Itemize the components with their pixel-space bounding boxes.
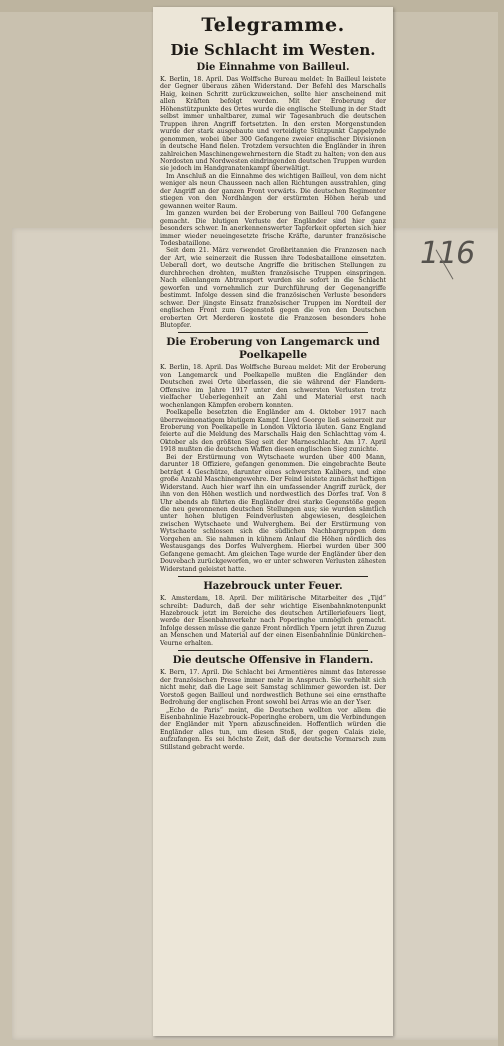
backing-board-right-edge [498, 0, 504, 1046]
section-divider [178, 650, 368, 651]
section-title: Die deutsche Offensive in Flandern. [172, 655, 374, 667]
handwritten-page-number: 116 [420, 236, 480, 276]
paragraph: K. Berlin, 18. April. Das Wolffsche Bureau meldet: Mit der Eroberung von Langemarck und Poelkapelle mußten die Engländer den Deutschen zwei Orte überlassen, die sie während der Flandern-Offensive im Jahre 1917 unter den schwersten Verlusten trotz vielfacher Ueberlegenheit an Zahl und Material erst nach wochenlangen Kämpfen erobern konnten. [160, 364, 386, 409]
masthead: Telegramme. [201, 14, 345, 36]
paragraph: Seit dem 21. März verwendet Großbritannien die Franzosen nach der Art, wie seinerzeit die Russen ihre Todesbataillone einsetzten. Ueberall dort, wo deutsche Angriffe die britischen Stellungen zu durchbrechen drohten, mußten französische Truppen einspringen. Nach ellenlangem Abtransport wurden sie sofort in die Schlacht geworfen und vornehmlich zur Durchführung der Gegenangriffe bestimmt. Infolge dessen sind die französischen Verluste besonders schwer. Der jüngste Einsatz französischer Truppen im Nordteil der englischen Front zum Gegenstoß gegen die von den Deutschen eroberten Ort Merderen kostete die Franzosen besonders hohe Blutopfer. [160, 247, 386, 329]
section-title: Die Einnahme von Bailleul. [196, 62, 350, 73]
paragraph: Im ganzen wurden bei der Eroberung von Bailleul 700 Gefangene gemacht. Die blutigen Verluste der Engländer sind hier ganz besonders schwer. In anerkennenswerter Tapferkeit opferten sich hier immer wieder neueingesetzte frische Kräfte, darunter französische Todesbataillone. [160, 210, 386, 247]
paragraph: K. Berlin, 18. April. Das Wolffsche Bureau meldet: In Bailleul leistete der Gegner überaus zähen Widerstand. Der Befehl des Marschalls Haig, keinen Schritt zurückzuweichen, sollte hier anscheinend mit allen Kräften befolgt werden. Mit der Eroberung der Höhenstützpunkte des Ortes wurde die englische Stellung in der Stadt selbst immer unhaltbarer, zumal wir Tagesanbruch die deutschen Truppen ihren Angriff fortsetzten. In den ersten Morgenstunden wurde der stark ausgebaute und verteidigte Stützpunkt Cappelynde genommen, wobei über 300 Gefangene zweier englischer Divisionen in deutsche Hand fielen. Trotzdem versuchten die Engländer in ihren zahlreichen Maschinengewehrnestern die Stadt zu halten; von den aus Nordosten und Nordwesten eindringenden deutschen Truppen wurden sie jedoch im Handgranatenkampf überwältigt. [160, 76, 386, 173]
section-divider [178, 576, 368, 577]
paragraph: Bei der Erstürmung von Wytschaete wurden über 400 Mann, darunter 18 Offiziere, gefangen genommen. Die eingebrachte Beute beträgt 4 Geschütze, darunter eines schwersten Kalibers, und eine große Anzahl Maschinengewehre. Der Feind leistete zunächst heftigen Widerstand. Auch hier warf ihn ein umfassender Angriff zurück, der ihn von den Höhen westlich und nordwestlich des Dorfes traf. Von 8 Uhr abends ab führten die Engländer drei starke Gegenstöße gegen die neu gewonnenen deutschen Stellungen aus; sie wurden sämtlich unter hohen blutigen Feindverlusten abgewiesen, desgleichen zwischen Wytschaete und Wulverghem. Bei der Erstürmung von Wytschaete schlossen sich die südlichen Nachbargruppen dem Vorgehen an. Sie nahmen in kühnem Anlauf die Höhen nördlich des Westausgangs des Dorfes Wulverghem. Hierbei wurden über 300 Gefangene gemacht. Am gleichen Tage wurde der Engländer über den Douvebach zurückgeworfen, wo er unter schweren Verlusten zähesten Widerstand geleistet hatte. [160, 453, 386, 573]
section-title: Hazebrouck unter Feuer. [203, 581, 343, 593]
section-title: Die Eroberung von Langemarck und Poelkapelle [166, 336, 380, 362]
headline: Die Schlacht im Westen. [170, 41, 376, 59]
paragraph: K. Bern, 17. April. Die Schlacht bei Armentières nimmt das Interesse der französischen Presse immer mehr in Anspruch. Sie verhehlt sich nicht mehr, daß die Lage seit Samstag schlimmer geworden ist. Der Vorstoß gegen Bailleul und nordwestlich Bethune sei eine ernsthafte Bedrohung der englischen Front sowohl bei Arras wie an der Yser. [160, 669, 386, 707]
paragraph: Im Anschluß an die Einnahme des wichtigen Bailleul, von dem nicht weniger als neun Chausseen nach allen Richtungen ausstrahlen, ging der Angriff an der ganzen Front vorwärts. Die deutschen Regimenter stiegen von den Nordhängen der erstürmten Höhen herab und gewannen weiter Raum. [160, 172, 386, 210]
newspaper-clipping [153, 7, 393, 1036]
paragraph: Poelkapelle besetzten die Engländer am 4. Oktober 1917 nach überzweimonatigem blutigem Kampf. Lloyd George ließ seinerzeit zur Eroberung von Poelkapelle in London Viktoria läuten. Ganz England feierte auf die Meldung des Marschalls Haig den Schlachttag vom 4. Oktober als den größten Sieg seit der Marneschlacht. Am 17. April 1918 mußten die deutschen Waffen diesen englischen Sieg zunichte. [160, 409, 386, 454]
paragraph: „Echo de Paris“ meint, die Deutschen wollten vor allem die Eisenbahnlinie Hazebrouck–Poperinghe erobern, um die Verbindungen der Engländer mit Ypern abzuschneiden. Hoffentlich würden die Engländer alles tun, um diesen Stoß, der gegen Calais ziele, aufzufangen. Es sei höchste Zeit, daß der deutsche Vormarsch zum Stillstand gebracht werde. [160, 706, 386, 751]
paragraph: K. Amsterdam, 18. April. Der militärische Mitarbeiter des „Tijd“ schreibt: Dadurch, daß der sehr wichtige Eisenbahnknotenpunkt Hazebrouck jetzt im Bereiche des deutschen Artilleriefeuers liegt, werde der Eisenbahnverkehr nach Poperinghe unmöglich gemacht. Infolge dessen müsse die ganze Front nördlich Ypern jetzt ihren Zuzug an Menschen und Material auf der einen Eisenbahnlinie Dünkirchen–Veurne erhalten. [160, 595, 386, 647]
section-divider [178, 332, 368, 333]
